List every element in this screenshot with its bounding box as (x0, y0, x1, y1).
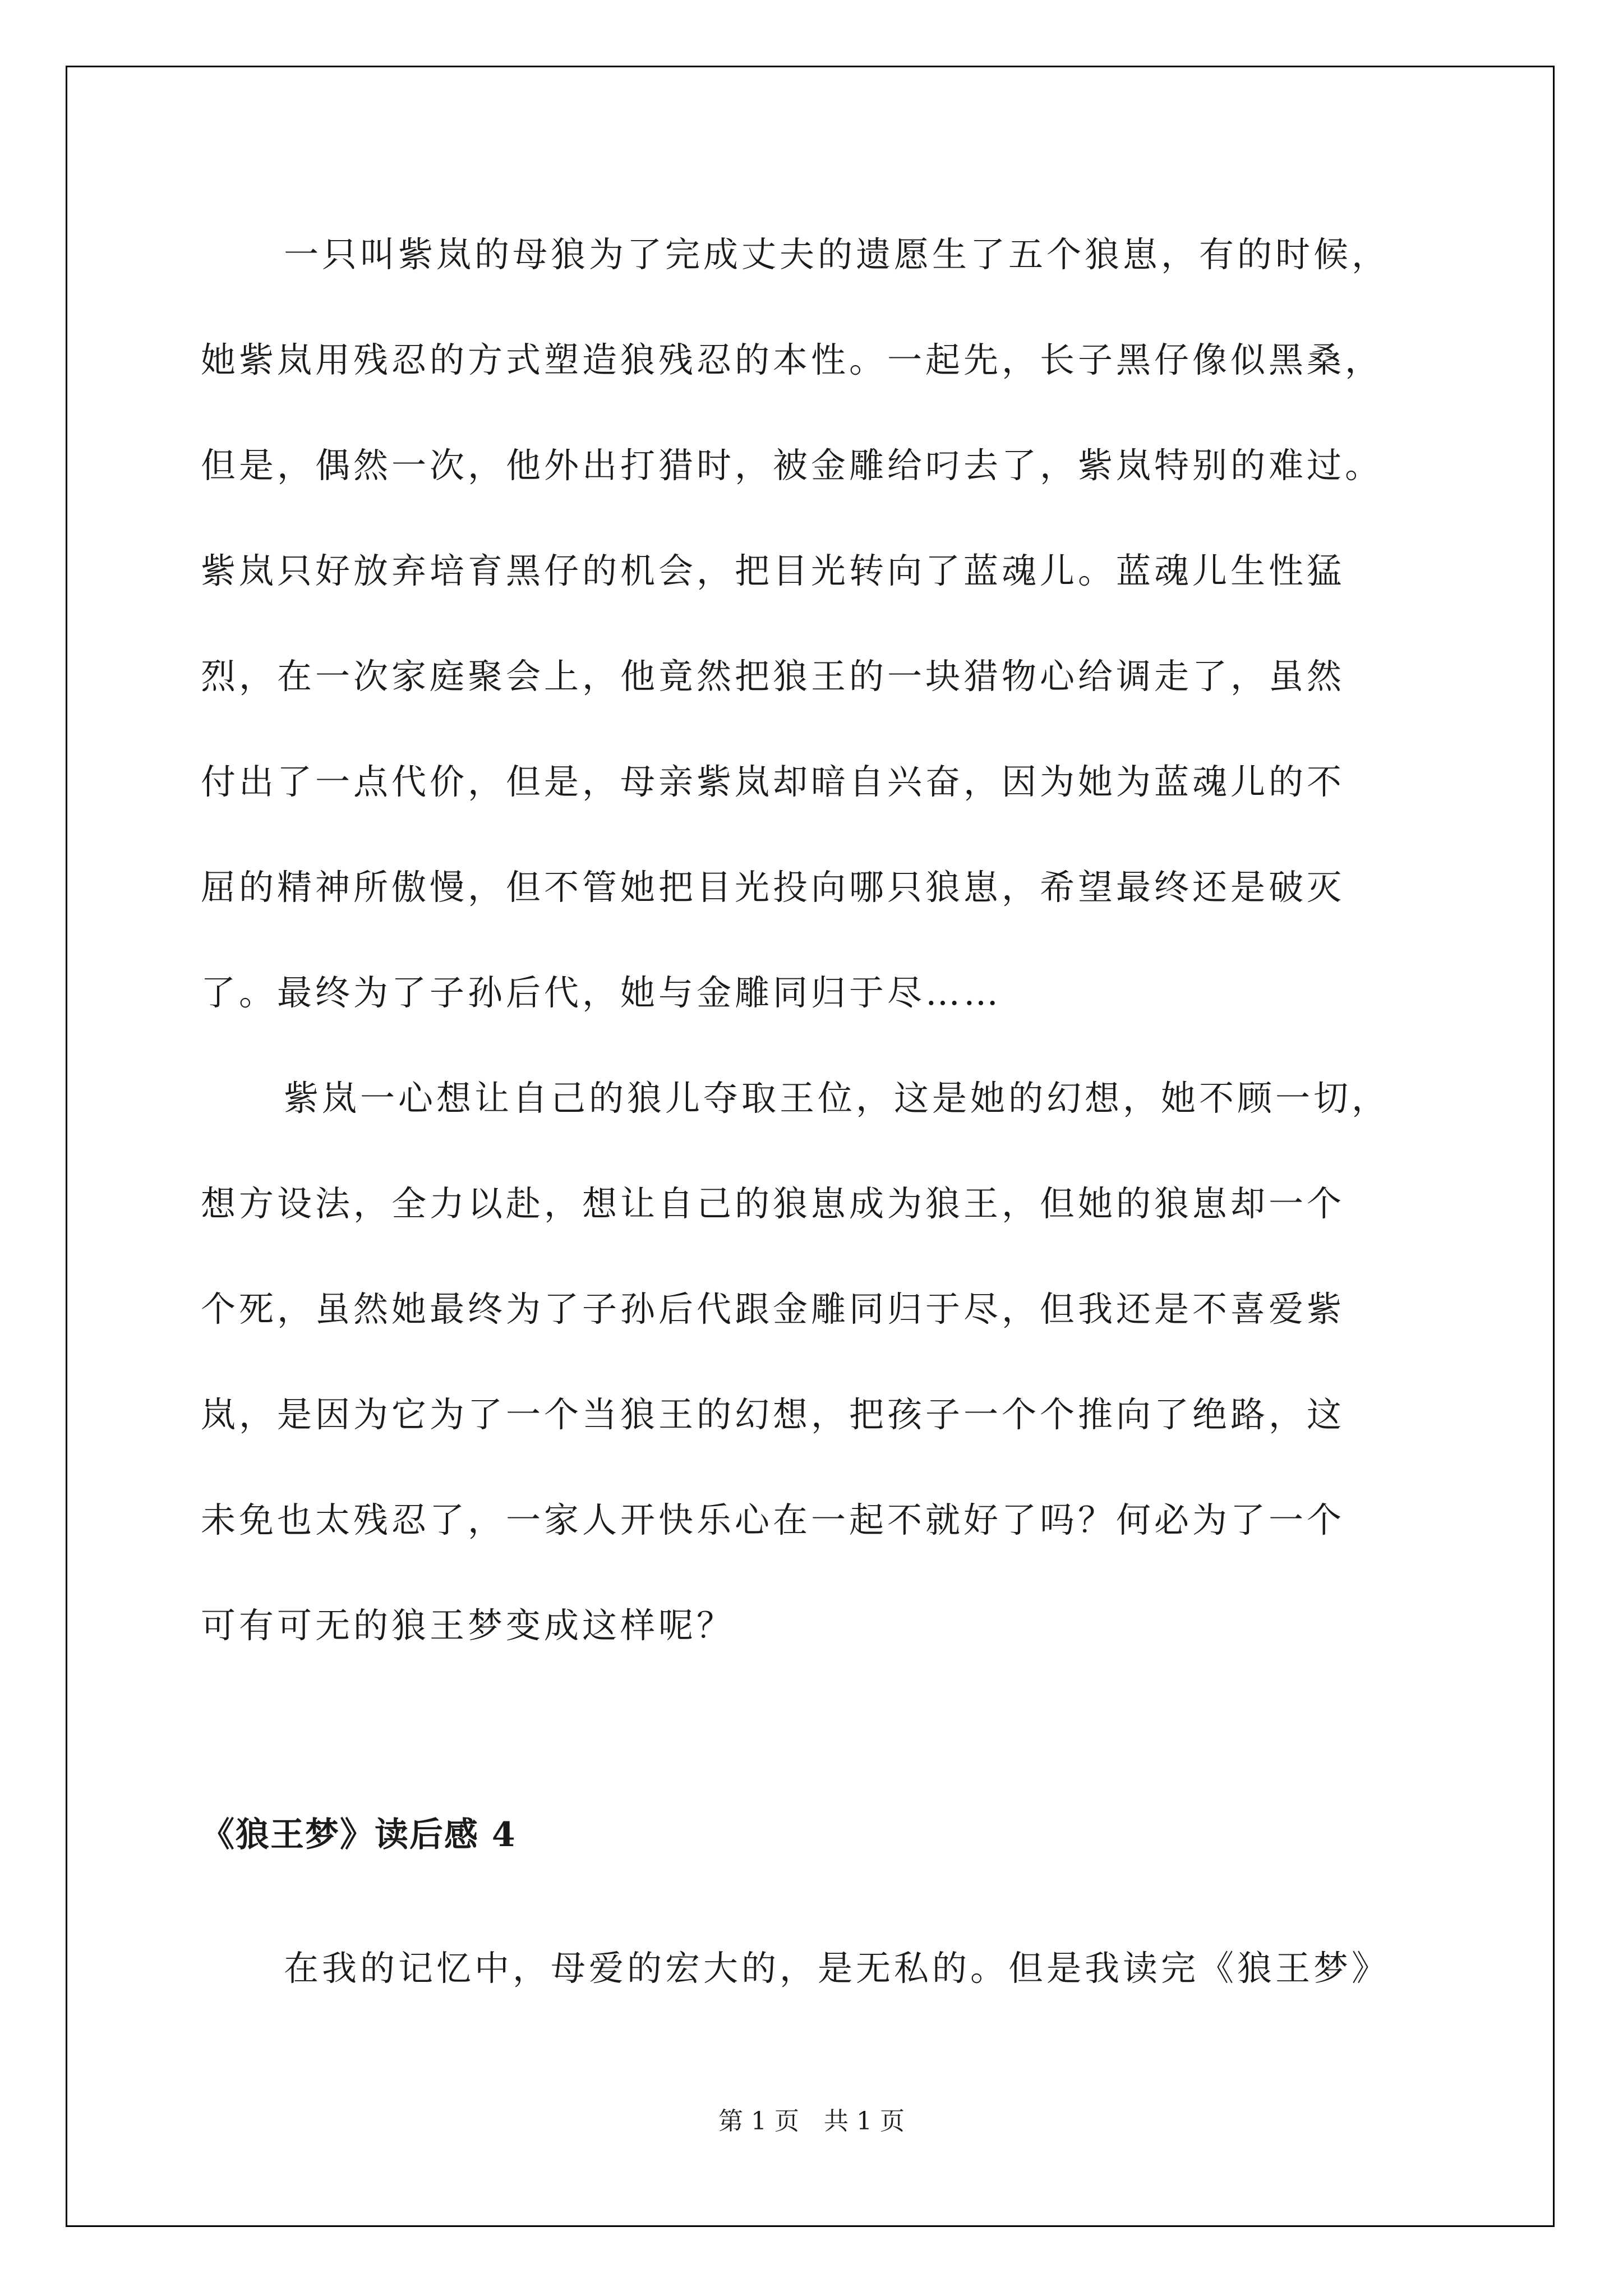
paragraph-line: 一只叫紫岚的母狼为了完成丈夫的遗愿生了五个狼崽，有的时候， (284, 234, 1390, 275)
page-footer: 第 1 页 共 1 页 (718, 2107, 905, 2136)
paragraph-line: 紫岚只好放弃培育黑仔的机会，把目光转向了蓝魂儿。蓝魂儿生性猛 (201, 550, 1345, 591)
paragraph-line: 未免也太残忍了，一家人开快乐心在一起不就好了吗？何必为了一个 (201, 1499, 1345, 1540)
paragraph-line: 想方设法，全力以赴，想让自己的狼崽成为狼王，但她的狼崽却一个 (201, 1183, 1345, 1224)
paragraph-line: 可有可无的狼王梦变成这样呢？ (201, 1605, 735, 1646)
paragraph-line: 了。最终为了子孙后代，她与金雕同归于尽…… (201, 972, 1002, 1013)
paragraph-3 (201, 1916, 1457, 2021)
paragraph-line: 岚，是因为它为了一个当狼王的幻想，把孩子一个个推向了绝路，这 (201, 1394, 1345, 1435)
paragraph-line: 紫岚一心想让自己的狼儿夺取王位，这是她的幻想，她不顾一切， (284, 1078, 1390, 1119)
paragraph-line: 付出了一点代价，但是，母亲紫岚却暗自兴奋，因为她为蓝魂儿的不 (201, 761, 1345, 802)
paragraph-2 (201, 1046, 1457, 1678)
paragraph-1 (201, 202, 1457, 1046)
paragraph-line: 屈的精神所傲慢，但不管她把目光投向哪只狼崽，希望最终还是破灭 (201, 867, 1345, 908)
section-title: 《狼王梦》读后感 4 (201, 1815, 517, 1855)
paragraph-line: 个死，虽然她最终为了子孙后代跟金雕同归于尽，但我还是不喜爱紫 (201, 1289, 1345, 1329)
paragraph-line: 在我的记忆中，母爱的宏大的，是无私的。但是我读完《狼王梦》 (284, 1947, 1390, 1989)
paragraph-line: 烈，在一次家庭聚会上，他竟然把狼王的一块猎物心给调走了，虽然 (201, 656, 1345, 697)
paragraph-line: 但是，偶然一次，他外出打猎时，被金雕给叼去了，紫岚特别的难过。 (201, 445, 1384, 486)
paragraph-line: 她紫岚用残忍的方式塑造狼残忍的本性。一起先，长子黑仔像似黑桑， (201, 339, 1384, 380)
document-body (201, 202, 1457, 2021)
